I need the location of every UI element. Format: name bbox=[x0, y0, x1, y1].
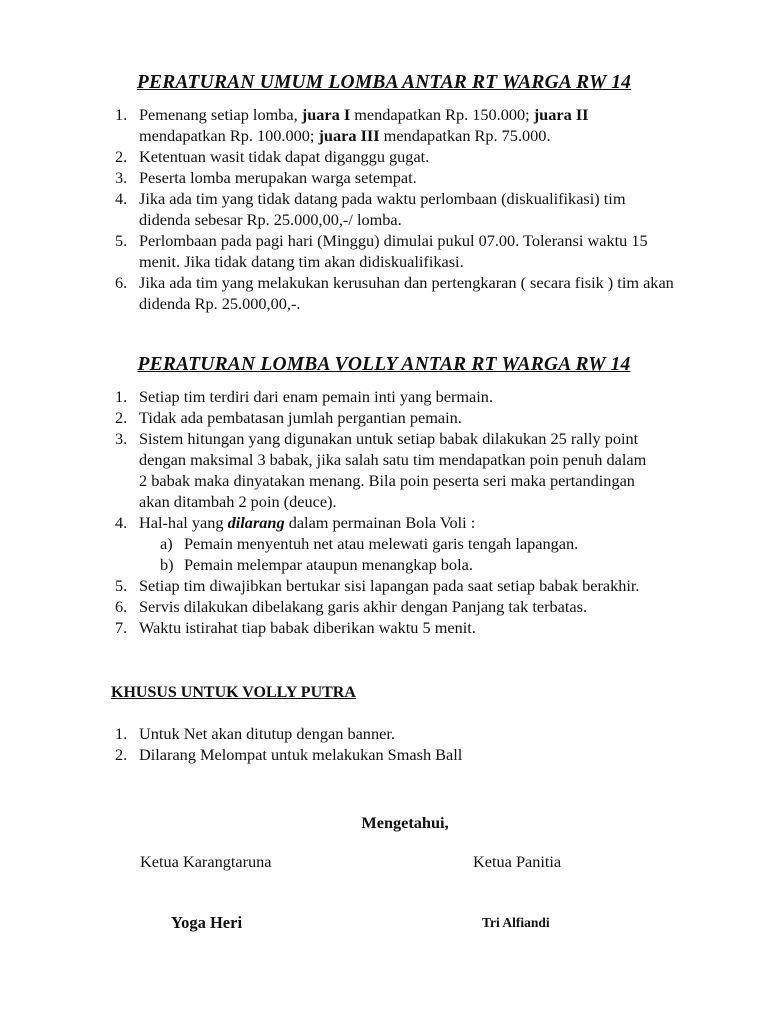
rule-number: 2. bbox=[115, 147, 128, 166]
acknowledged-label: Mengetahui, bbox=[361, 813, 449, 832]
volleyball-rules-title: PERATURAN LOMBA VOLLY ANTAR RT WARGA RW 14 bbox=[137, 354, 631, 375]
rule-number: 4. bbox=[115, 189, 128, 208]
general-rules-list bbox=[115, 104, 675, 314]
rule-number: 2. bbox=[115, 745, 128, 764]
rule-text bbox=[139, 105, 589, 145]
rule-text-segment: Jika ada tim yang tidak datang pada waktu perlombaan (diskualifikasi) tim didenda sebesar Rp. 25.000,00,-/ lomba. bbox=[139, 189, 626, 229]
emphasis-text: juara II bbox=[533, 105, 589, 124]
rule-number: 5. bbox=[115, 231, 128, 250]
rule-text-segment: Sistem hitungan yang digunakan untuk setiap babak dilakukan 25 rally point dengan maksimal 3 babak, jika salah satu tim mendapatkan poin penuh dalam 2 babak maka dinyatakan menang. Bila poin peserta seri maka pertandingan akan ditambah 2 poin (deuce). bbox=[139, 429, 647, 511]
rule-item bbox=[115, 596, 655, 617]
rule-item bbox=[115, 744, 655, 765]
rule-text bbox=[139, 513, 475, 532]
rule-text bbox=[139, 429, 646, 511]
rule-text bbox=[139, 387, 493, 406]
sub-rule-text: Pemain menyentuh net atau melewati garis tengah lapangan. bbox=[184, 534, 579, 553]
rule-item bbox=[115, 146, 675, 167]
rule-item bbox=[115, 104, 675, 146]
sub-rule-text: Pemain melempar ataupun menangkap bola. bbox=[184, 555, 473, 574]
rule-text bbox=[139, 168, 417, 187]
committee-chair-role: Ketua Panitia bbox=[473, 852, 562, 871]
rule-number: 1. bbox=[115, 724, 128, 743]
rule-number: 6. bbox=[115, 597, 128, 616]
rule-text bbox=[139, 597, 587, 616]
rule-text-segment: Dilarang Melompat untuk melakukan Smash Ball bbox=[139, 745, 463, 764]
rule-text bbox=[139, 618, 476, 637]
rule-text-segment: Servis dilakukan dibelakang garis akhir dengan Panjang tak terbatas. bbox=[139, 597, 588, 616]
rule-number: 4. bbox=[115, 513, 128, 532]
rule-text-segment: Peserta lomba merupakan warga setempat. bbox=[139, 168, 417, 187]
rule-text bbox=[139, 408, 462, 427]
committee-chair-name: Tri Alfiandi bbox=[482, 915, 550, 930]
rule-item bbox=[115, 575, 655, 596]
rule-text-segment: Pemenang setiap lomba, bbox=[139, 105, 302, 124]
rule-number: 5. bbox=[115, 576, 128, 595]
rule-number: 1. bbox=[115, 387, 128, 406]
rule-text bbox=[139, 147, 429, 166]
rule-number: 7. bbox=[115, 618, 128, 637]
male-volleyball-rules-list bbox=[115, 723, 655, 765]
rule-text-segment: Hal-hal yang bbox=[139, 513, 228, 532]
rule-number: 3. bbox=[115, 429, 128, 448]
sub-rule-item bbox=[160, 554, 655, 575]
emphasis-text: dilarang bbox=[227, 513, 285, 532]
rule-text bbox=[139, 273, 674, 313]
rule-number: 1. bbox=[115, 105, 128, 124]
sub-rule-letter: a) bbox=[160, 534, 173, 553]
emphasis-text: juara III bbox=[318, 126, 380, 145]
general-rules-title: PERATURAN UMUM LOMBA ANTAR RT WARGA RW 14 bbox=[136, 72, 632, 93]
rule-item bbox=[115, 167, 675, 188]
rule-item bbox=[115, 188, 675, 230]
sub-rule-list bbox=[139, 533, 655, 575]
rule-text-segment: Untuk Net akan ditutup dengan banner. bbox=[139, 724, 395, 743]
rule-text-segment: mendapatkan Rp. 150.000; bbox=[350, 105, 534, 124]
rule-item bbox=[115, 386, 655, 407]
rule-item bbox=[115, 617, 655, 638]
rule-text-segment: mendapatkan Rp. 75.000. bbox=[379, 126, 551, 145]
rule-text-segment: Jika ada tim yang melakukan kerusuhan dan pertengkaran ( secara fisik ) tim akan didenda Rp. 25.000,00,-. bbox=[139, 273, 674, 313]
rule-text-segment: Setiap tim terdiri dari enam pemain inti yang bermain. bbox=[139, 387, 494, 406]
rule-text-segment: dalam permainan Bola Voli : bbox=[284, 513, 476, 532]
youth-chair-role: Ketua Karangtaruna bbox=[140, 852, 272, 871]
rule-number: 6. bbox=[115, 273, 128, 292]
rule-text-segment: mendapatkan Rp. 100.000; bbox=[139, 126, 319, 145]
rule-text-segment: Waktu istirahat tiap babak diberikan waktu 5 menit. bbox=[139, 618, 476, 637]
male-volleyball-heading: KHUSUS UNTUK VOLLY PUTRA bbox=[111, 684, 356, 701]
rule-item bbox=[115, 407, 655, 428]
rule-text bbox=[139, 745, 462, 764]
rule-item bbox=[115, 230, 675, 272]
rule-item bbox=[115, 512, 655, 575]
rule-text-segment: Setiap tim diwajibkan bertukar sisi lapangan pada saat setiap babak berakhir. bbox=[139, 576, 640, 595]
rule-text-segment: Ketentuan wasit tidak dapat diganggu gugat. bbox=[139, 147, 430, 166]
emphasis-text: juara I bbox=[301, 105, 351, 124]
youth-chair-name: Yoga Heri bbox=[171, 913, 243, 932]
rule-text bbox=[139, 724, 395, 743]
rule-text bbox=[139, 189, 626, 229]
rule-item bbox=[115, 428, 655, 512]
rule-item bbox=[115, 723, 655, 744]
rule-text bbox=[139, 231, 648, 271]
rule-text-segment: Tidak ada pembatasan jumlah pergantian pemain. bbox=[139, 408, 462, 427]
rule-text-segment: Perlombaan pada pagi hari (Minggu) dimulai pukul 07.00. Toleransi waktu 15 menit. Jika tidak datang tim akan didiskualifikasi. bbox=[139, 231, 648, 271]
volleyball-rules-list bbox=[115, 386, 655, 638]
sub-rule-letter: b) bbox=[160, 555, 174, 574]
rule-item bbox=[115, 272, 675, 314]
rule-number: 2. bbox=[115, 408, 128, 427]
sub-rule-item bbox=[160, 533, 655, 554]
rule-text bbox=[139, 576, 640, 595]
rule-number: 3. bbox=[115, 168, 128, 187]
